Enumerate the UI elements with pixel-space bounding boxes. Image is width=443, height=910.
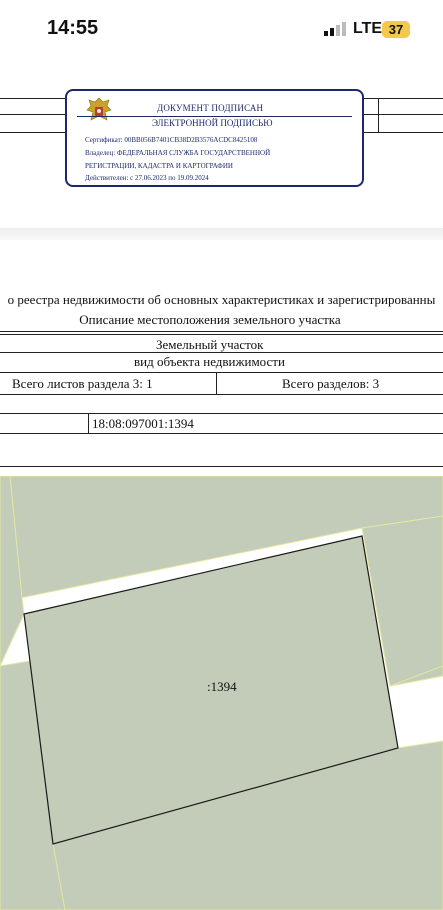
- coat-of-arms-icon: [85, 96, 113, 128]
- stamp-owner-line2: РЕГИСТРАЦИИ, КАДАСТРА И КАРТОГРАФИИ: [85, 162, 233, 170]
- parcel-label: :1394: [207, 679, 237, 694]
- battery-icon: 37: [382, 21, 410, 38]
- extract-header: о реестра недвижимости об основных характеристиках и зарегистрированны: [7, 292, 436, 307]
- object-type: Земельный участок: [156, 337, 264, 352]
- cadastral-number: 18:08:097001:1394: [92, 416, 194, 431]
- status-time: 14:55: [47, 17, 99, 39]
- page-separator: [0, 228, 443, 240]
- section-title: Описание местоположения земельного участка: [79, 312, 341, 327]
- sections-count: Всего разделов: 3: [282, 376, 380, 391]
- stamp-divider: [77, 116, 352, 117]
- parcel-map[interactable]: [0, 476, 443, 910]
- extract-table: [0, 242, 443, 476]
- status-bar: [0, 0, 443, 60]
- electronic-signature-stamp: [65, 89, 364, 187]
- cellular-signal-icon: [324, 22, 348, 36]
- stamp-title-line2: ЭЛЕКТРОННОЙ ПОДПИСЬЮ: [152, 118, 273, 128]
- stamp-title-line1: ДОКУМЕНТ ПОДПИСАН: [157, 103, 264, 113]
- stamp-owner-line1: Владелец: ФЕДЕРАЛЬНАЯ СЛУЖБА ГОСУДАРСТВЕННОЙ: [85, 149, 271, 157]
- stamp-certificate: Сертификат: 00BB056B7401CB38D2B3576ACDC8425108: [85, 136, 258, 144]
- object-type-caption: вид объекта недвижимости: [134, 354, 285, 369]
- network-type: LTE: [353, 20, 383, 37]
- sheets-count: Всего листов раздела 3: 1: [12, 376, 153, 391]
- stamp-validity: Действителен: с 27.06.2023 по 19.09.2024: [85, 174, 209, 182]
- document-page-fragment: [0, 62, 443, 242]
